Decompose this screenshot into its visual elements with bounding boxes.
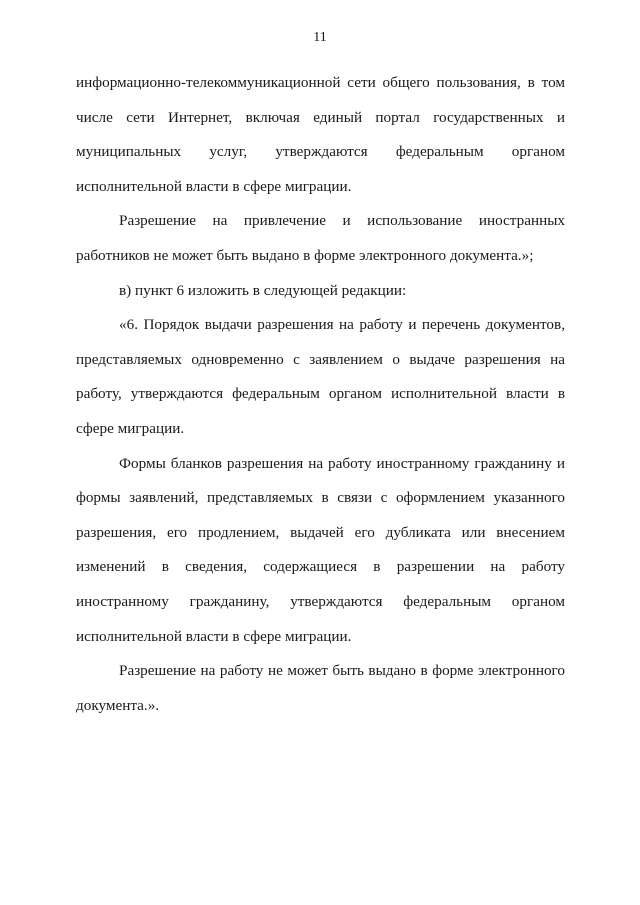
page-number: 11 <box>313 30 327 45</box>
document-body <box>76 66 565 723</box>
paragraph-foreign-workers-permit: Разрешение на привлечение и использование иностранных работников не может быть выдано в форме электронного документа.»; <box>76 212 565 264</box>
paragraph-amendment-intro: в) пункт 6 изложить в следующей редакции: <box>119 281 407 299</box>
paragraph-electronic-document: Разрешение на работу не может быть выдано в форме электронного документа.». <box>76 662 565 714</box>
paragraph-point-6: «6. Порядок выдачи разрешения на работу и перечень документов, представляемых одновременно с заявлением о выдаче разрешения на работу, утверждаются федеральным органом исполнительной власти в сфере миграции. <box>76 316 565 437</box>
paragraph-continuation: информационно-телекоммуникационной сети общего пользования, в том числе сети Интернет, включая единый портал государственных и муниципальных услуг, утверждаются федеральным органом исполнительной власти в сфере миграции. <box>76 74 565 195</box>
paragraph-permit-forms: Формы бланков разрешения на работу иностранному гражданину и формы заявлений, представляемых в связи с оформлением указанного разрешения, его продлением, выдачей его дубликата или внесением изменений в сведения, содержащиеся в разрешении на работу иностранному гражданину, утверждаются федеральным органом исполнительной власти в сфере миграции. <box>76 454 565 645</box>
